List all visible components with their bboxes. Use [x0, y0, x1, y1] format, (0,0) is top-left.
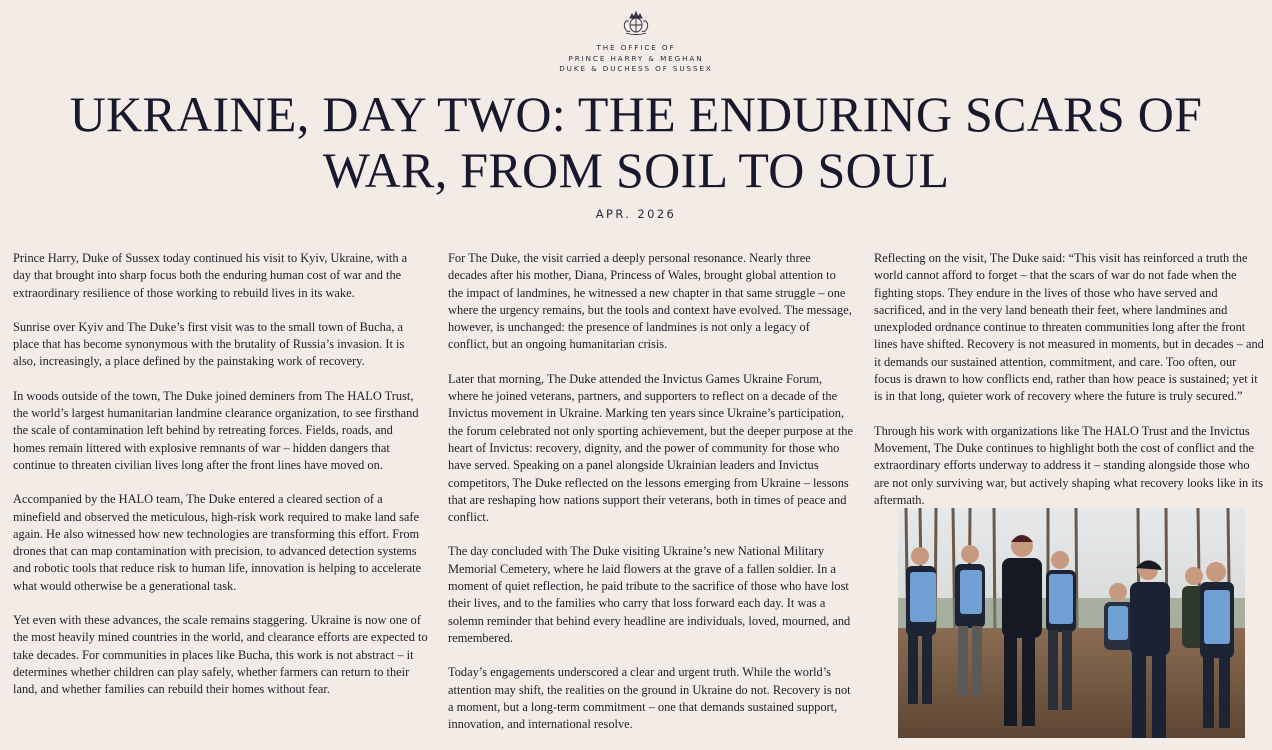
office-line-1: THE OFFICE OF: [596, 43, 676, 52]
paragraph: For The Duke, the visit carried a deeply personal resonance. Nearly three decades after his mother, Diana, Princess of Wales, brought global attention to the impact of landmines, he witnessed a new chapter in that same struggle – one where the urgency remains, but the tools and context have evolved. The message, however, is unchanged: the presence of landmines is not only a legacy of conflict, but an ongoing humanitarian crisis.: [448, 251, 852, 352]
paragraph: Today’s engagements underscored a clear and urgent truth. While the world’s attention may shift, the realities on the ground in Ukraine do not. Recovery is not a moment, but a long-term commitment – one that demands sustained support, innovation, and international resolve.: [448, 665, 851, 732]
royal-crest-icon: [619, 8, 653, 36]
article-title-line-1: UKRAINE, DAY TWO: THE ENDURING SCARS OF: [69, 86, 1203, 142]
article-column-1: [13, 250, 428, 716]
paragraph: Later that morning, The Duke attended the Invictus Games Ukraine Forum, where he joined veterans, partners, and supporters to reflect on a decade of the Invictus movement in Ukraine. Marking ten years since Ukraine’s participation, the forum celebrated not only sporting achievement, but the deeper purpose at the heart of Invictus: recovery, dignity, and the power of community for those who have served. Speaking on a panel alongside Ukrainian leaders and Invictus competitors, The Duke reflected on the lessons emerging from Ukraine – lessons that are reshaping how nations support their veterans, both in times of peace and conflict.: [448, 371, 853, 525]
office-line-2: PRINCE HARRY & MEGHAN: [568, 53, 704, 63]
deminers-in-forest-image: [898, 508, 1245, 738]
paragraph: Yet even with these advances, the scale remains staggering. Ukraine is now one of the most heavily mined countries in the world, and clearance efforts are expected to take decades. For communities in places like Bucha, this work is not abstract – it determines whether children can play safely, whether farmers can return to their land, and whether families can rebuild their homes without fear.: [13, 613, 428, 697]
article-photo: [898, 508, 1245, 738]
article-title: [0, 86, 1272, 198]
article-column-3: [874, 250, 1266, 526]
article-date: APR. 2026: [595, 207, 677, 221]
paragraph: Reflecting on the visit, The Duke said: “This visit has reinforced a truth the world cannot afford to forget – that the scars of war do not fade when the fighting stops. They endure in the lives of those who have served and sacrificed, and in the very land beneath their feet, where landmines and unexploded ordnance continue to threaten communities long after the front lines have shifted. Recovery is not measured in moments, but in decades – and it demands our sustained attention, commitment, and care. Too often, our focus is drawn to how conflicts end, rather than how peace is sustained; yet it is in that long, quieter work of recovery where the future is truly secured.”: [874, 251, 1264, 404]
office-name: [0, 43, 1272, 75]
paragraph: In woods outside of the town, The Duke joined deminers from The HALO Trust, the world’s largest humanitarian landmine clearance organization, to see firsthand the scale of contamination left behind by retreating forces. Fields, roads, and homes remain littered with explosive remnants of war – hidden dangers that continue to threaten civilian lives long after the front lines have moved on.: [13, 388, 419, 472]
paragraph: Through his work with organizations like The HALO Trust and the Invictus Movement, The Duke continues to highlight both the cost of conflict and the extraordinary efforts underway to address it – standing alongside those who are not only surviving war, but actively shaping what recovery looks like in its aftermath.: [874, 423, 1264, 507]
paragraph: Accompanied by the HALO team, The Duke entered a cleared section of a minefield and observed the meticulous, high-risk work required to make land safe again. He also witnessed how new technologies are transforming this effort. From drones that can map contamination with precision, to advanced detection systems and robotic tools that reduce risk to human life, innovation is helping to accelerate what would otherwise be a generational task.: [13, 492, 422, 593]
article-column-2: [448, 250, 853, 750]
office-line-3: DUKE & DUCHESS OF SUSSEX: [559, 64, 713, 74]
paragraph: The day concluded with The Duke visiting Ukraine’s new National Military Memorial Cemetery, where he laid flowers at the grave of a fallen soldier. In a moment of quiet reflection, he paid tribute to the sacrifice of those who have lost their lives, and to the families who carry that loss forward each day. It was a solemn reminder that behind every headline are individuals, loved, mourned, and remembered.: [448, 544, 851, 645]
site-header: [0, 8, 1272, 75]
paragraph: Sunrise over Kyiv and The Duke’s first visit was to the small town of Bucha, a place that has become synonymous with the brutality of Russia’s invasion. It is also, increasingly, a place defined by the painstaking work of recovery.: [13, 319, 405, 369]
article-title-line-2: WAR, FROM SOIL TO SOUL: [322, 142, 950, 198]
paragraph: Prince Harry, Duke of Sussex today continued his visit to Kyiv, Ukraine, with a day that brought into sharp focus both the enduring human cost of war and the extraordinary resilience of those working to rebuild lives in its wake.: [13, 251, 408, 300]
